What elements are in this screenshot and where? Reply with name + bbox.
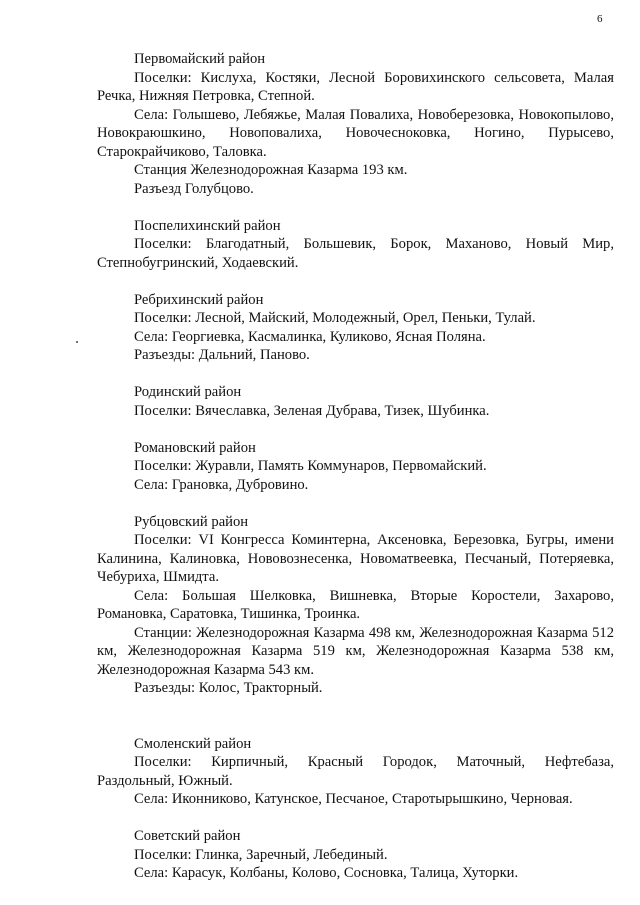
district-title: Советский район xyxy=(134,828,241,844)
station-paragraph: Станция Железнодорожная Казарма 193 км. xyxy=(134,162,408,178)
district-pospelikhinsky xyxy=(97,217,614,273)
settlements-paragraph: Поселки: Глинка, Заречный, Лебединый. xyxy=(134,846,388,863)
settlements-paragraph: Поселки: Кислуха, Костяки, Лесной Боровихинского сельсовета, Малая Речка, Нижняя Петровка, Степной. xyxy=(97,69,614,104)
district-title: Поспелихинский район xyxy=(134,217,281,234)
section-gap xyxy=(97,698,614,735)
settlements-paragraph: Поселки: Кирпичный, Красный Городок, Маточный, Нефтебаза, Раздольный, Южный. xyxy=(97,754,614,789)
villages-paragraph: Села: Георгиевка, Касмалинка, Куликово, Ясная Поляна. xyxy=(134,328,486,345)
document-body xyxy=(97,50,614,883)
district-title: Смоленский район xyxy=(134,735,252,752)
district-smolensky xyxy=(97,735,614,809)
settlements-paragraph: Поселки: Лесной, Майский, Молодежный, Орел, Пеньки, Тулай. xyxy=(134,310,536,326)
villages-paragraph: Села: Грановка, Дубровино. xyxy=(134,476,309,493)
section-gap xyxy=(97,272,614,291)
stations-paragraph: Станции: Железнодорожная Казарма 498 км, Железнодорожная Казарма 512 км, Железнодорожная Казарма 519 км, Железнодорожная Казарма 538 км, Железнодорожная Казарма 543 км. xyxy=(97,624,614,678)
page-number: 6 xyxy=(597,13,603,25)
section-gap xyxy=(97,365,614,384)
junction-paragraph: Разъезд Голубцово. xyxy=(134,180,254,197)
district-rebrikhinsky xyxy=(97,291,614,365)
settlements-paragraph: Поселки: Журавли, Память Коммунаров, Первомайский. xyxy=(134,458,487,474)
district-romanovsky xyxy=(97,439,614,495)
junctions-paragraph: Разъезды: Колос, Тракторный. xyxy=(134,680,323,696)
junctions-paragraph: Разъезды: Дальний, Паново. xyxy=(134,347,310,363)
district-sovetsky xyxy=(97,827,614,883)
section-gap xyxy=(97,420,614,439)
district-rodinsky xyxy=(97,383,614,420)
villages-paragraph: Села: Голышево, Лебяжье, Малая Повалиха, Новоберезовка, Новокопылово, Новокраюшкино, Новоповалиха, Новочесноковка, Ногино, Пурысево, Старокрайчиково, Таловка. xyxy=(97,106,614,160)
district-pervomaisky xyxy=(97,50,614,198)
settlements-paragraph: Поселки: VI Конгресса Коминтерна, Аксеновка, Березовка, Бугры, имени Калинина, Калиновка, Нововознесенка, Новоматвеевка, Песчаный, Потеряевка, Чебуриха, Шмидта. xyxy=(97,532,614,585)
section-gap xyxy=(97,494,614,513)
section-gap xyxy=(97,809,614,828)
district-title: Рубцовский район xyxy=(134,513,249,530)
district-title: Первомайский район xyxy=(134,51,266,67)
district-title: Ребрихинский район xyxy=(134,291,264,308)
settlements-paragraph: Поселки: Вячеславка, Зеленая Дубрава, Тизек, Шубинка. xyxy=(134,402,490,419)
section-gap xyxy=(97,198,614,217)
district-title: Романовский район xyxy=(134,439,256,456)
villages-paragraph: Села: Карасук, Колбаны, Колово, Сосновка, Талица, Хуторки. xyxy=(134,865,519,881)
settlements-paragraph: Поселки: Благодатный, Большевик, Борок, Маханово, Новый Мир, Степнобугринский, Ходаевский. xyxy=(97,236,614,271)
margin-dot xyxy=(76,341,78,343)
villages-paragraph: Села: Большая Шелковка, Вишневка, Вторые Коростели, Захарово, Романовка, Саратовка, Тишинка, Троинка. xyxy=(97,587,614,622)
villages-paragraph: Села: Иконниково, Катунское, Песчаное, Старотырышкино, Черновая. xyxy=(134,791,573,807)
district-rubtsovsky xyxy=(97,513,614,698)
district-title: Родинский район xyxy=(134,384,242,400)
